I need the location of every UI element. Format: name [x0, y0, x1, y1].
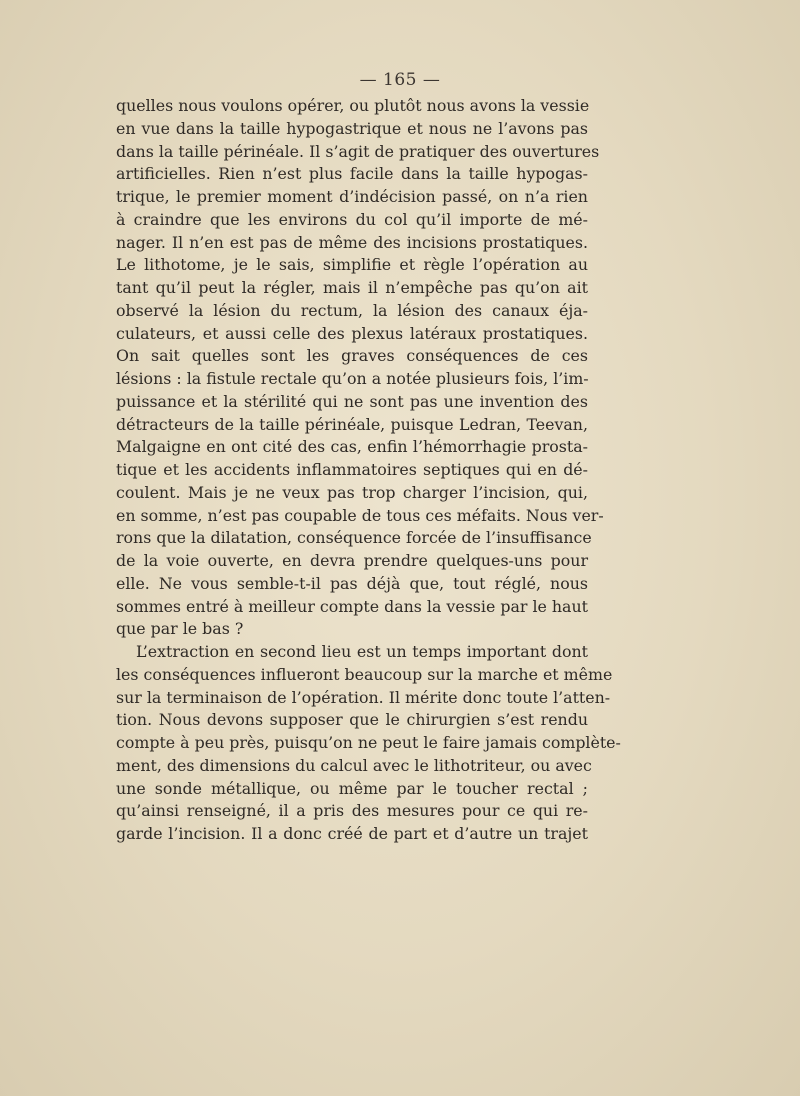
text-line: compte à peu près, puisqu’on ne peut le faire jamais complète- — [116, 733, 621, 752]
text-line: observé la lésion du rectum, la lésion des canaux éja- — [116, 300, 588, 320]
text-line: que par le bas ? — [116, 619, 244, 639]
text-line: sur la terminaison de l’opération. Il mérite donc toute l’atten- — [116, 687, 611, 707]
text-line: qu’ainsi renseigné, il a pris des mesures pour ce qui re- — [116, 801, 588, 821]
text-line: coulent. Mais je ne veux pas trop charger l’incision, qui, — [116, 482, 588, 502]
text-line: les conséquences influeront beaucoup sur la marche et même — [116, 664, 613, 684]
text-line: On sait quelles sont les graves conséquences de ces — [116, 346, 588, 366]
text-line: quelles nous voulons opérer, ou plutôt nous avons la vessie — [116, 96, 590, 115]
text-line: de la voie ouverte, en devra prendre quelques-uns pour — [116, 551, 588, 570]
text-line: tique et les accidents inflammatoires septiques qui en dé- — [116, 460, 588, 479]
body-text — [116, 95, 621, 846]
text-line: à craindre que les environs du col qu’il importe de mé- — [116, 209, 588, 229]
text-line: une sonde métallique, ou même par le toucher rectal ; — [116, 778, 588, 798]
text-line: L’extraction en second lieu est un temps important dont — [136, 642, 588, 661]
text-line: Le lithotome, je le sais, simplifie et règle l’opération au — [116, 255, 588, 275]
text-line: culateurs, et aussi celle des plexus latéraux prostatiques. — [116, 323, 588, 343]
text-line: sommes entré à meilleur compte dans la vessie par le haut — [116, 596, 588, 616]
text-line: garde l’incision. Il a donc créé de part et d’autre un trajet — [116, 824, 588, 843]
text-line: ment, des dimensions du calcul avec le lithotriteur, ou avec — [116, 755, 592, 775]
text-line: artificielles. Rien n’est plus facile dans la taille hypogas- — [116, 164, 588, 184]
text-line: puissance et la stérilité qui ne sont pas une invention des — [116, 391, 588, 411]
text-line: détracteurs de la taille périnéale, puisque Ledran, Teevan, — [116, 414, 588, 434]
text-line: rons que la dilatation, conséquence forcée de l’insuffisance — [116, 528, 592, 548]
text-line: en somme, n’est pas coupable de tous ces méfaits. Nous ver- — [116, 505, 604, 525]
text-line: tion. Nous devons supposer que le chirurgien s’est rendu — [116, 710, 588, 730]
text-line: trique, le premier moment d’indécision passé, on n’a rien — [116, 187, 588, 206]
page-number: — 165 — — [359, 70, 441, 90]
text-line: nager. Il n’en est pas de même des incisions prostatiques. — [116, 232, 588, 252]
text-line: Malgaigne en ont cité des cas, enfin l’hémorrhagie prosta- — [116, 437, 588, 457]
text-line: dans la taille périnéale. Il s’agit de pratiquer des ouvertures — [116, 141, 600, 161]
text-line: tant qu’il peut la régler, mais il n’empêche pas qu’on ait — [116, 278, 588, 297]
text-line: en vue dans la taille hypogastrique et nous ne l’avons pas — [116, 118, 588, 138]
text-line: lésions : la fistule rectale qu’on a notée plusieurs fois, l’im- — [116, 369, 589, 388]
text-line: elle. Ne vous semble-t-il pas déjà que, tout réglé, nous — [116, 573, 588, 593]
